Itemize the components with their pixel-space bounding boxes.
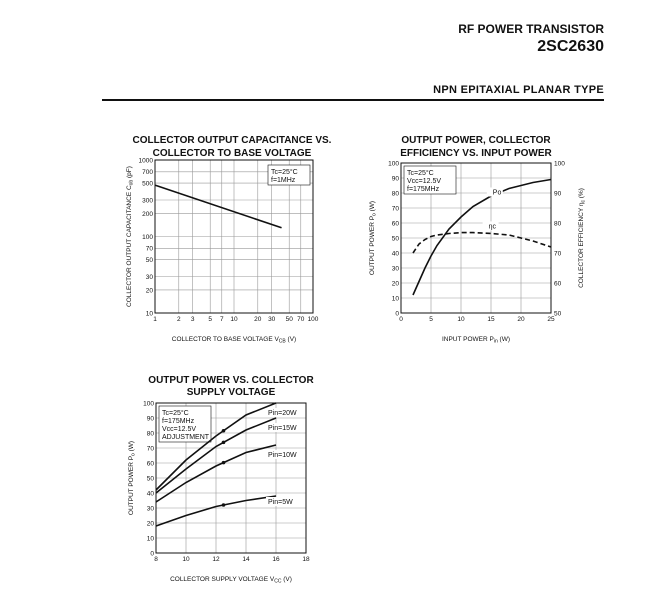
vcc-ytick-label: 70 <box>146 445 154 453</box>
cap-xtick-label: 70 <box>297 316 305 323</box>
cap-ytick-label: 20 <box>145 287 153 295</box>
pin-ytick-label: 80 <box>391 190 399 198</box>
vcc-xlabel: COLLECTOR SUPPLY VOLTAGE $V_{CC}$ (V) <box>170 576 292 585</box>
vcc-xtick-label: 10 <box>182 556 190 563</box>
cap-ytick-label: 100 <box>142 233 153 241</box>
pin-y2tick-label: 50 <box>554 310 562 318</box>
vcc-series-label: Pin=15W <box>268 425 297 432</box>
cap-xtick-label: 2 <box>176 316 181 323</box>
pin-series-label: ηc <box>488 223 497 231</box>
vcc-xtick-label: 14 <box>242 556 250 563</box>
cap-ytick-label: 300 <box>142 197 153 205</box>
vcc-ytick-label: 60 <box>146 460 154 468</box>
pin-ytick-label: 10 <box>391 295 399 303</box>
vcc-condition-text: ADJUSTMENT <box>162 434 210 441</box>
pin-xtick-label: 10 <box>457 316 465 323</box>
vcc-condition-text: Vcc=12.5V <box>162 426 197 433</box>
vcc-series-label: Pin=10W <box>268 452 297 459</box>
cap-condition-text: f=1MHz <box>271 177 296 184</box>
vcc-ytick-label: 50 <box>146 475 154 483</box>
cap-ytick-label: 30 <box>145 273 153 281</box>
vcc-ytick-label: 10 <box>146 535 154 543</box>
pin-chart <box>369 135 587 345</box>
cap-ylabel: COLLECTOR OUTPUT CAPACITANCE $C_{ob}$ (pF) <box>126 166 135 307</box>
vcc-series-marker <box>222 503 226 507</box>
pin-condition-text: f=175MHz <box>407 186 440 193</box>
part-number: 2SC2630 <box>537 38 604 55</box>
vcc-ylabel: OUTPUT POWER $P_o$ (W) <box>128 440 137 516</box>
pin-y2tick-label: 60 <box>554 280 562 288</box>
vcc-ytick-label: 80 <box>146 430 154 438</box>
cap-ytick-label: 10 <box>145 310 153 318</box>
pin-ytick-label: 90 <box>391 175 399 183</box>
vcc-ytick-label: 0 <box>150 550 154 558</box>
vcc-ytick-label: 90 <box>146 415 154 423</box>
cap-series-line <box>155 185 282 228</box>
cap-xtick-label: 50 <box>285 316 293 323</box>
cap-condition-text: Tc=25°C <box>271 169 298 176</box>
pin-title-line: OUTPUT POWER, COLLECTOR <box>401 135 551 146</box>
vcc-series-label: Pin=5W <box>268 499 293 506</box>
pin-title-line: EFFICIENCY VS. INPUT POWER <box>400 148 552 159</box>
cap-chart <box>126 135 332 345</box>
pin-condition-text: Vcc=12.5V <box>407 178 442 185</box>
device-type-label: NPN EPITAXIAL PLANAR TYPE <box>433 84 604 96</box>
cap-xtick-label: 100 <box>307 316 319 323</box>
cap-xtick-label: 1 <box>153 316 157 323</box>
pin-xlabel: INPUT POWER $P_{in}$ (W) <box>441 336 511 345</box>
cap-ytick-label: 700 <box>142 169 153 177</box>
pin-ytick-label: 60 <box>391 220 399 228</box>
vcc-chart <box>128 375 314 585</box>
pin-y2tick-label: 100 <box>554 160 565 168</box>
vcc-series-marker <box>222 461 226 465</box>
pin-ytick-label: 30 <box>391 265 399 273</box>
vcc-xtick-label: 12 <box>212 556 220 563</box>
vcc-series-marker <box>222 441 226 445</box>
vcc-condition-text: f=175MHz <box>162 418 195 425</box>
pin-xtick-label: 25 <box>547 316 555 323</box>
pin-ylabel: OUTPUT POWER $P_o$ (W) <box>369 200 378 276</box>
cap-xtick-label: 3 <box>190 316 195 323</box>
product-type-label: RF POWER TRANSISTOR <box>458 22 604 36</box>
cap-xtick-label: 20 <box>254 316 262 323</box>
pin-ytick-label: 70 <box>391 205 399 213</box>
vcc-title-line: OUTPUT POWER VS. COLLECTOR <box>148 375 314 386</box>
vcc-title-line: SUPPLY VOLTAGE <box>186 387 276 398</box>
vcc-ytick-label: 20 <box>146 520 154 528</box>
cap-xtick-label: 7 <box>219 316 224 323</box>
pin-series-label: Po <box>492 189 502 197</box>
pin-ytick-label: 40 <box>391 250 399 258</box>
pin-condition-text: Tc=25°C <box>407 170 434 177</box>
pin-y2tick-label: 80 <box>554 220 562 228</box>
cap-title-line: COLLECTOR TO BASE VOLTAGE <box>152 148 312 159</box>
pin-series-line <box>413 180 551 296</box>
cap-ytick-label: 1000 <box>138 157 153 165</box>
cap-xtick-label: 5 <box>208 316 213 323</box>
cap-xtick-label: 30 <box>268 316 276 323</box>
cap-title-line: COLLECTOR OUTPUT CAPACITANCE VS. <box>132 135 332 146</box>
vcc-xtick-label: 16 <box>272 556 280 563</box>
pin-xtick-label: 0 <box>399 316 403 323</box>
pin-y2tick-label: 90 <box>554 190 562 198</box>
pin-ytick-label: 20 <box>391 280 399 288</box>
cap-ytick-label: 70 <box>145 245 153 253</box>
pin-xtick-label: 5 <box>429 316 433 323</box>
cap-ytick-label: 200 <box>142 210 153 218</box>
vcc-ytick-label: 30 <box>146 505 154 513</box>
pin-xtick-label: 20 <box>517 316 525 323</box>
vcc-series-marker <box>222 429 226 433</box>
vcc-xtick-label: 18 <box>302 556 310 563</box>
vcc-ytick-label: 40 <box>146 490 154 498</box>
pin-ytick-label: 50 <box>391 235 399 243</box>
cap-xtick-label: 10 <box>230 316 238 323</box>
vcc-series-label: Pin=20W <box>268 410 297 417</box>
cap-ytick-label: 500 <box>142 180 153 188</box>
cap-xlabel: COLLECTOR TO BASE VOLTAGE $V_{CB}$ (V) <box>171 336 297 345</box>
pin-y2tick-label: 70 <box>554 250 562 258</box>
pin-xtick-label: 15 <box>487 316 495 323</box>
pin-ytick-label: 100 <box>388 160 399 168</box>
vcc-xtick-label: 8 <box>154 556 158 563</box>
vcc-ytick-label: 100 <box>143 400 154 408</box>
cap-ytick-label: 50 <box>145 256 153 264</box>
pin-ytick-label: 0 <box>395 310 399 318</box>
vcc-condition-text: Tc=25°C <box>162 410 189 417</box>
pin-y2label: COLLECTOR EFFICIENCY $\eta_c$ (%) <box>578 188 587 288</box>
